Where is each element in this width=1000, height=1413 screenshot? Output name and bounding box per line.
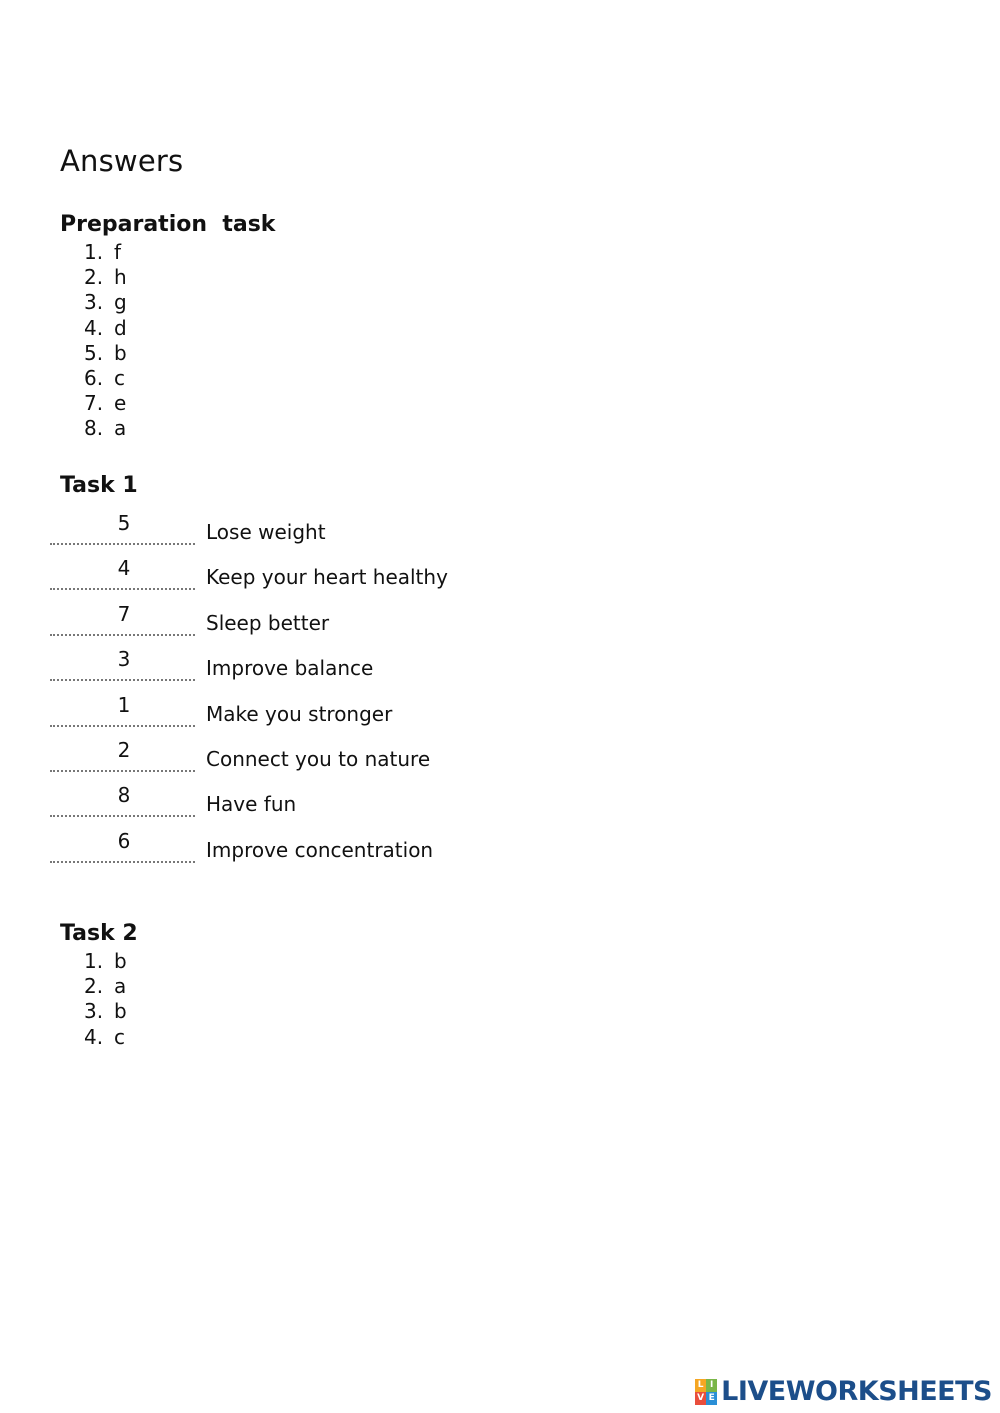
item-answer: d	[114, 315, 127, 340]
row-label: Improve balance	[206, 656, 374, 681]
table-row	[50, 732, 500, 777]
row-label: Connect you to nature	[206, 746, 431, 771]
answer-blank[interactable]: 6	[50, 829, 195, 863]
list-item	[84, 366, 127, 391]
liveworksheets-logo-icon	[695, 1379, 717, 1405]
item-answer: f	[114, 240, 122, 264]
item-answer: a	[114, 974, 127, 999]
row-label: Make you stronger	[206, 701, 393, 726]
answer-blank[interactable]: 1	[50, 693, 195, 727]
task2-heading: Task 2	[60, 921, 138, 946]
list-item	[84, 265, 127, 290]
logo-tile: E	[706, 1392, 717, 1405]
table-row	[50, 641, 500, 686]
list-item	[84, 416, 127, 441]
list-item	[84, 290, 127, 315]
item-number: 4.	[84, 1024, 104, 1049]
logo-tile: L	[695, 1379, 706, 1392]
item-number: 7.	[84, 391, 104, 416]
item-number: 1.	[84, 240, 104, 264]
item-number: 2.	[84, 974, 104, 999]
item-answer: c	[114, 365, 125, 390]
list-item	[84, 999, 127, 1024]
task1-matching-table	[50, 505, 500, 868]
answer-blank[interactable]: 4	[50, 556, 195, 590]
item-number: 1.	[84, 949, 104, 973]
item-number: 5.	[84, 340, 104, 365]
item-number: 2.	[84, 265, 104, 290]
list-item	[84, 391, 127, 416]
item-number: 8.	[84, 416, 104, 441]
table-row	[50, 777, 500, 822]
item-answer: g	[114, 290, 127, 315]
logo-tile: I	[706, 1379, 717, 1392]
answer-blank[interactable]: 3	[50, 647, 195, 681]
liveworksheets-logo[interactable]	[695, 1376, 992, 1407]
answer-blank[interactable]: 7	[50, 602, 195, 636]
logo-tile: V	[695, 1392, 706, 1405]
item-answer: b	[114, 340, 127, 365]
item-number: 3.	[84, 999, 104, 1024]
row-label: Improve concentration	[206, 837, 434, 862]
item-answer: c	[114, 1024, 125, 1049]
item-number: 4.	[84, 315, 104, 340]
item-number: 3.	[84, 290, 104, 315]
page-title: Answers	[60, 144, 184, 178]
list-item	[84, 974, 127, 999]
item-number: 6.	[84, 365, 104, 390]
row-label: Sleep better	[206, 610, 330, 635]
table-row	[50, 550, 500, 595]
row-label: Have fun	[206, 792, 297, 817]
answer-blank[interactable]: 8	[50, 783, 195, 817]
item-answer: b	[114, 999, 127, 1024]
list-item	[84, 949, 127, 974]
table-row	[50, 823, 500, 868]
table-row	[50, 596, 500, 641]
preparation-task-heading: Preparation task	[60, 212, 276, 237]
list-item	[84, 316, 127, 341]
row-label: Keep your heart healthy	[206, 565, 448, 590]
task1-heading: Task 1	[60, 473, 138, 498]
table-row	[50, 687, 500, 732]
item-answer: h	[114, 265, 127, 290]
list-item	[84, 1025, 127, 1050]
item-answer: b	[114, 949, 127, 973]
item-answer: a	[114, 416, 127, 441]
list-item	[84, 341, 127, 366]
liveworksheets-logo-text: LIVEWORKSHEETS	[721, 1376, 992, 1407]
answer-blank[interactable]: 2	[50, 738, 195, 772]
list-item	[84, 240, 127, 265]
table-row	[50, 505, 500, 550]
preparation-task-answer-list	[84, 240, 127, 442]
answer-blank[interactable]: 5	[50, 511, 195, 545]
task2-answer-list	[84, 949, 127, 1050]
row-label: Lose weight	[206, 520, 326, 544]
item-answer: e	[114, 391, 127, 416]
